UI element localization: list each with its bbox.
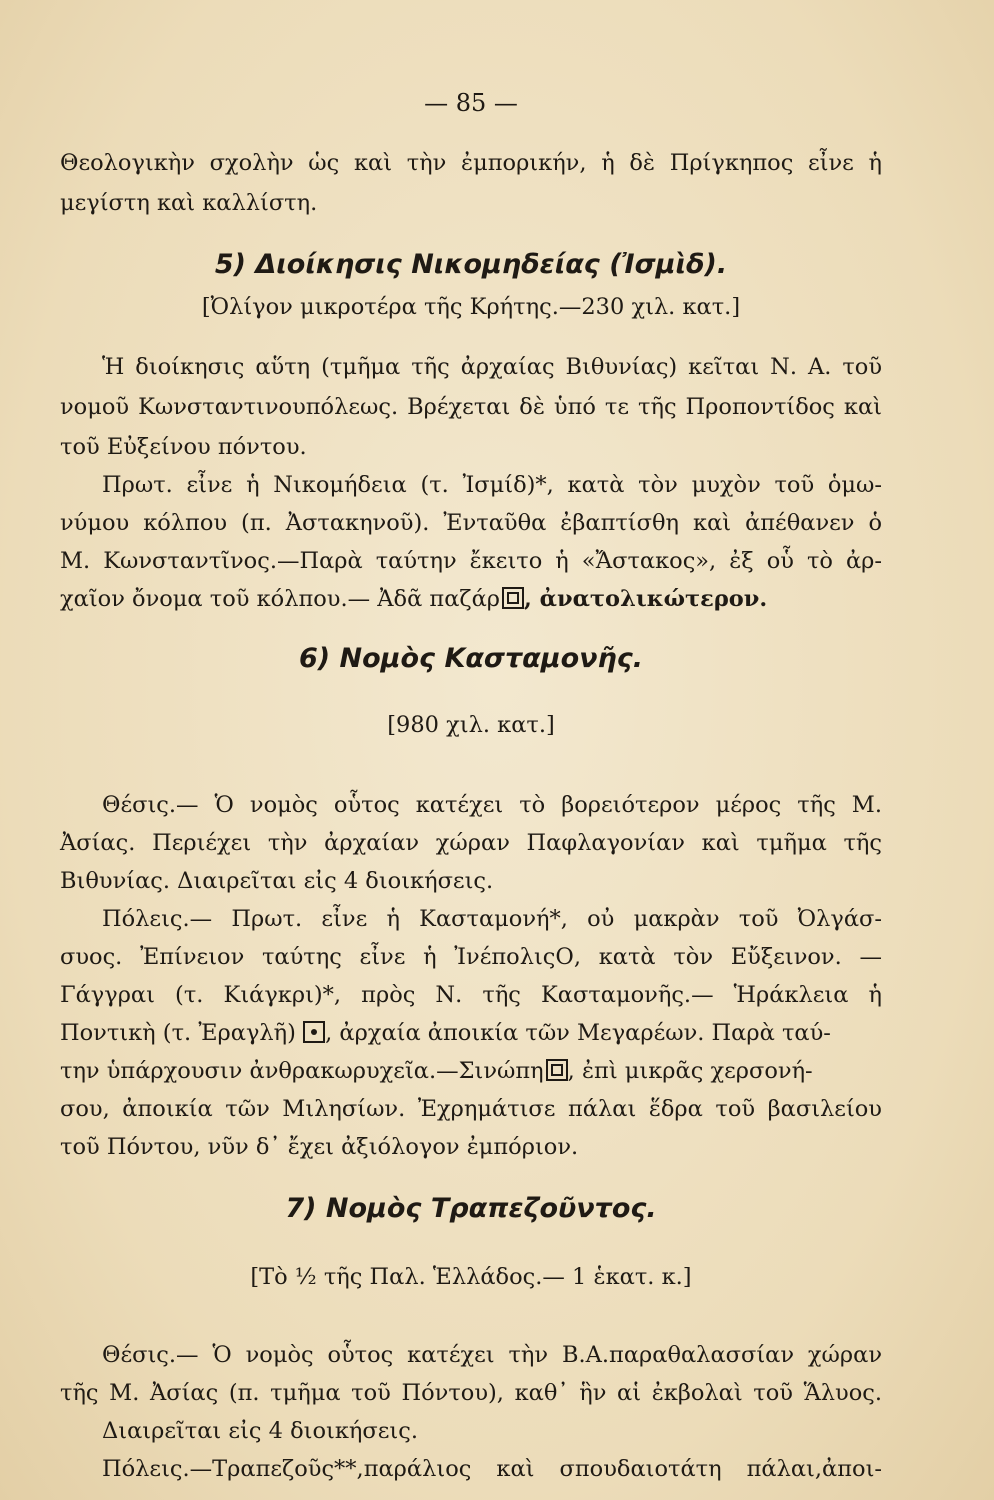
- text-line: Πόλεις.—Τραπεζοῦς**,παράλιος καὶ σπουδαιοτάτη πάλαι,ἀποι-: [102, 1456, 882, 1482]
- text-line: Πρωτ. εἶνε ἡ Νικομήδεια (τ. Ἰσμίδ)*, κατὰ τὸν μυχὸν τοῦ ὁμω-: [102, 472, 882, 498]
- text-line: νύμου κόλπου (π. Ἀστακηνοῦ). Ἐνταῦθα ἐβαπτίσθη καὶ ἀπέθανεν ὁ: [60, 510, 882, 536]
- text-line: [60, 1018, 882, 1048]
- text-line: Ἀσίας. Περιέχει τὴν ἀρχαίαν χώραν Παφλαγονίαν καὶ τμῆμα τῆς: [60, 830, 882, 856]
- page-number: — 85 —: [424, 89, 518, 117]
- text-line: Θέσις.— Ὁ νομὸς οὗτος κατέχει τὸ βορειότερον μέρος τῆς Μ.: [102, 792, 882, 818]
- section-subheading-6: [980 χιλ. κατ.]: [387, 712, 555, 738]
- text-line: Διαιρεῖται εἰς 4 διοικήσεις.: [102, 1418, 418, 1444]
- text-line: τῆς Μ. Ἀσίας (π. τμῆμα τοῦ Πόντου), καθ᾽ ἣν αἱ ἐκβολαὶ τοῦ Ἅλυος.: [60, 1380, 882, 1406]
- section-heading-5: 5) Διοίκησις Νικομηδείας (Ἰσμὶδ).: [214, 249, 728, 280]
- text-line: Πόλεις.— Πρωτ. εἶνε ἡ Κασταμονή*, οὐ μακρὰν τοῦ Ὀλγάσ-: [102, 906, 882, 932]
- text-line: νομοῦ Κωνσταντινουπόλεως. Βρέχεται δὲ ὑπό τε τῆς Προποντίδος καὶ: [60, 394, 882, 420]
- text-line: Βιθυνίας. Διαιρεῖται εἰς 4 διοικήσεις.: [60, 868, 494, 894]
- text-line: Ἡ διοίκησις αὕτη (τμῆμα τῆς ἀρχαίας Βιθυνίας) κεῖται Ν. Α. τοῦ: [102, 354, 882, 380]
- text-segment: χαῖον ὄνομα τοῦ κόλπου.— Ἀδᾶ παζάρ: [60, 586, 501, 612]
- section-subheading-5: [Ὀλίγον μικροτέρα τῆς Κρήτης.—230 χιλ. κατ.]: [201, 294, 741, 320]
- text-line: Μ. Κωνσταντῖνος.—Παρὰ ταύτην ἔκειτο ἡ «Ἄστακος», ἐξ οὗ τὸ ἀρ-: [60, 548, 882, 574]
- text-line: [60, 584, 882, 614]
- port-symbol-icon: [546, 1059, 568, 1081]
- text-segment: Ποντικὴ (τ. Ἐραγλῆ): [60, 1020, 296, 1046]
- text-line: Θέσις.— Ὁ νομὸς οὗτος κατέχει τὴν Β.Α.παραθαλασσίαν χώραν: [102, 1342, 882, 1368]
- text-line: συος. Ἐπίνειον ταύτης εἶνε ἡ ἸνέπολιςΟ, κατὰ τὸν Εὔξεινον. —: [60, 944, 882, 970]
- city-symbol-icon: [303, 1021, 325, 1043]
- text-segment: , ἐπὶ μικρᾶς χερσονή-: [567, 1058, 813, 1084]
- text-line: μεγίστη καὶ καλλίστη.: [60, 190, 318, 216]
- text-line: [60, 1056, 882, 1086]
- text-segment: , ἀνατολικώτερον.: [524, 586, 768, 612]
- text-line: τοῦ Πόντου, νῦν δ᾽ ἔχει ἀξιόλογον ἐμπόριον.: [60, 1134, 579, 1160]
- section-subheading-7: [Τὸ ½ τῆς Παλ. Ἑλλάδος.— 1 ἑκατ. κ.]: [250, 1264, 692, 1290]
- text-line: Γάγγραι (τ. Κιάγκρι)*, πρὸς Ν. τῆς Κασταμονῆς.— Ἡράκλεια ἡ: [60, 982, 882, 1008]
- section-heading-6: 6) Νομὸς Κασταμονῆς.: [298, 643, 644, 674]
- section-heading-7: 7) Νομὸς Τραπεζοῦντος.: [285, 1193, 657, 1224]
- text-line: τοῦ Εὐξείνου πόντου.: [60, 434, 307, 460]
- text-line: σου, ἀποικία τῶν Μιλησίων. Ἐχρημάτισε πάλαι ἕδρα τοῦ βασιλείου: [60, 1096, 882, 1122]
- text-line: Θεολογικὴν σχολὴν ὡς καὶ τὴν ἐμπορικήν, ἡ δὲ Πρίγκηπος εἶνε ἡ: [60, 150, 882, 176]
- text-segment: , ἀρχαία ἀποικία τῶν Μεγαρέων. Παρὰ ταύ-: [325, 1020, 831, 1046]
- port-symbol-icon: [502, 587, 524, 609]
- text-segment: την ὑπάρχουσιν ἀνθρακωρυχεῖα.—Σινώπη: [60, 1058, 544, 1084]
